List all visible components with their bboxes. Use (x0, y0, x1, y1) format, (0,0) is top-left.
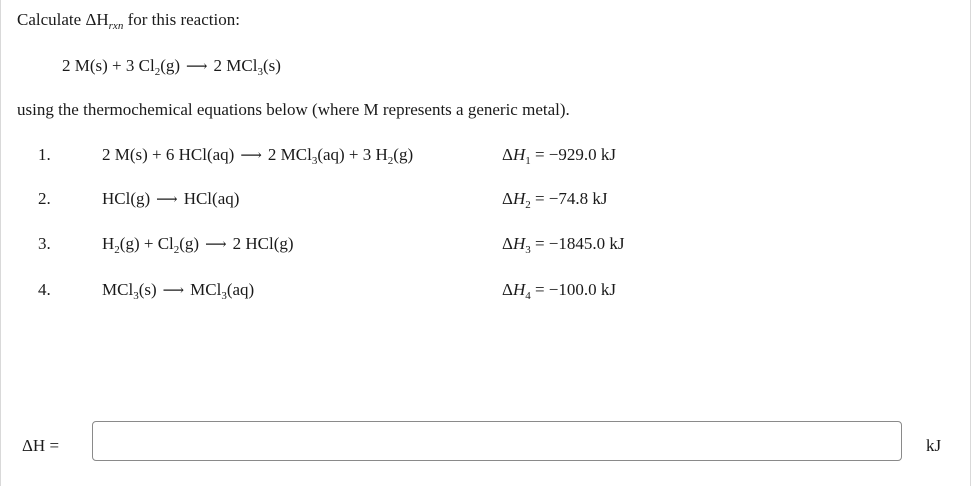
equation-rhs: (aq) + 3 H (317, 145, 388, 164)
reaction-arrow-icon: ⟶ (205, 237, 227, 253)
equation-rhs: 2 MCl (267, 145, 312, 164)
equation-lhs: (g) + Cl (119, 234, 174, 253)
enthalpy-value: = −100.0 kJ (534, 280, 617, 299)
enthalpy-2 (502, 189, 608, 209)
reaction-arrow-icon: ⟶ (186, 59, 208, 75)
delta-symbol: Δ (502, 145, 513, 164)
reaction-rhs-state: (s) (262, 56, 281, 75)
reaction-lhs: 2 M(s) + 3 Cl (62, 56, 155, 75)
equation-lhs: HCl(g) (102, 189, 151, 208)
subscript: 2 (387, 155, 394, 167)
reaction-arrow-icon: ⟶ (156, 192, 178, 208)
enthalpy-1 (502, 145, 616, 165)
equation-rhs: HCl(aq) (183, 189, 240, 208)
equation-number-4: 4. (38, 280, 51, 299)
enthalpy-value: = −929.0 kJ (534, 145, 617, 164)
equation-lhs: H (102, 234, 115, 253)
enthalpy-value: = −74.8 kJ (534, 189, 608, 208)
equation-3 (102, 234, 294, 254)
target-reaction (62, 56, 281, 76)
prompt-text-start: Calculate ΔH (17, 10, 109, 29)
subscript: 3 (257, 66, 263, 78)
equation-number-2: 2. (38, 189, 51, 208)
equation-lhs: (s) (138, 280, 157, 299)
question-prompt (17, 10, 240, 30)
equation-number-3: 3. (38, 234, 51, 253)
equation-lhs: (g) (179, 234, 200, 253)
answer-input[interactable] (92, 421, 902, 461)
h-symbol: H (512, 280, 526, 299)
reaction-arrow-icon: ⟶ (240, 148, 262, 164)
prompt-text-end: for this reaction: (123, 10, 240, 29)
equation-rhs: (aq) (226, 280, 255, 299)
delta-symbol: Δ (502, 280, 513, 299)
reaction-lhs-state: (g) (160, 56, 181, 75)
reaction-arrow-icon: ⟶ (162, 283, 185, 299)
equation-1 (102, 145, 413, 165)
equation-4 (102, 280, 254, 300)
subscript: 2 (114, 244, 120, 256)
answer-unit: kJ (926, 436, 942, 455)
equation-number-1: 1. (38, 145, 51, 164)
h-symbol: H (512, 145, 526, 164)
prompt-subscript: rxn (108, 20, 124, 32)
equation-rhs: MCl (190, 280, 222, 299)
equation-lhs: MCl (102, 280, 134, 299)
instruction-text: using the thermochemical equations below (where M represents a generic metal). (17, 100, 570, 119)
delta-symbol: Δ (502, 189, 513, 208)
subscript: 2 (173, 244, 180, 256)
reaction-rhs: 2 MCl (213, 56, 258, 75)
subscript: 3 (221, 290, 227, 302)
subscript: 1 (525, 155, 531, 167)
subscript: 2 (525, 199, 531, 211)
subscript: 3 (133, 290, 139, 302)
enthalpy-4 (502, 280, 616, 300)
subscript: 3 (311, 155, 318, 167)
enthalpy-3 (502, 234, 625, 254)
enthalpy-value: = −1845.0 kJ (534, 234, 625, 253)
equation-2 (102, 189, 239, 209)
h-symbol: H (512, 189, 526, 208)
equation-rhs: (g) (393, 145, 414, 164)
subscript: 3 (525, 244, 531, 256)
h-symbol: H (512, 234, 526, 253)
subscript: 2 (154, 66, 161, 78)
answer-label: ΔH = (22, 436, 60, 455)
equation-lhs: 2 M(s) + 6 HCl(aq) (102, 145, 235, 164)
subscript: 4 (525, 290, 531, 302)
equation-rhs: 2 HCl(g) (232, 234, 294, 253)
delta-symbol: Δ (502, 234, 513, 253)
left-border (0, 0, 1, 486)
